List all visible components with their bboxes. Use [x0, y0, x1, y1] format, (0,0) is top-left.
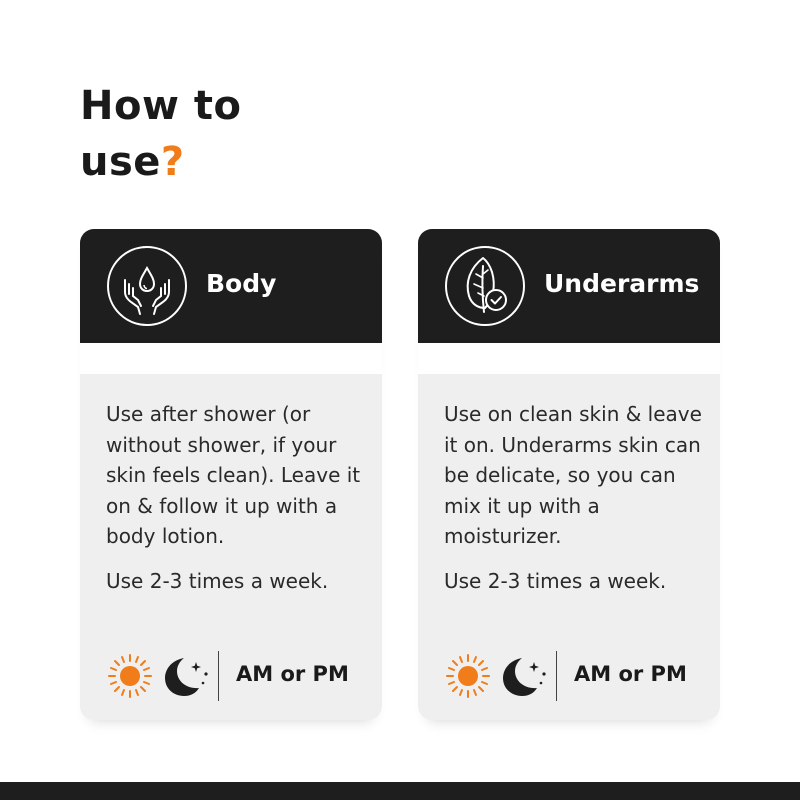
card-instructions: [106, 399, 370, 596]
frequency-text: Use 2-3 times a week.: [106, 568, 329, 593]
heading-question-mark: ?: [160, 139, 185, 185]
page-heading: [80, 78, 241, 190]
card-header: [418, 229, 720, 343]
leaf-check-icon: [443, 244, 527, 328]
body-card: [80, 229, 382, 720]
underarms-card: [418, 229, 720, 720]
heading-use: use: [80, 139, 161, 185]
card-header: [80, 229, 382, 343]
vertical-divider: [218, 651, 219, 701]
sun-icon: [106, 652, 154, 700]
heading-line-1: How to: [80, 83, 242, 129]
card-title: Body: [206, 269, 277, 298]
time-of-day-row: [106, 647, 376, 705]
time-label: AM or PM: [236, 662, 349, 686]
time-label: AM or PM: [574, 662, 687, 686]
instructions-text: Use after shower (or without shower, if your skin feels clean). Leave it on & follow it up with a body lotion.: [106, 402, 361, 548]
vertical-divider: [556, 651, 557, 701]
frequency-text: Use 2-3 times a week.: [444, 568, 667, 593]
card-instructions: [444, 399, 708, 596]
card-title: Underarms: [544, 269, 700, 298]
sun-icon: [444, 652, 492, 700]
moon-icon: [500, 654, 550, 698]
moon-icon: [162, 654, 212, 698]
hands-with-drop-icon: [105, 244, 189, 328]
instructions-text: Use on clean skin & leave it on. Underarms skin can be delicate, so you can mix it up with a moisturizer.: [444, 402, 702, 548]
card-divider: [418, 343, 720, 374]
card-divider: [80, 343, 382, 374]
time-of-day-row: [444, 647, 714, 705]
footer-bar: [0, 782, 800, 800]
heading-line-2: [80, 134, 241, 190]
